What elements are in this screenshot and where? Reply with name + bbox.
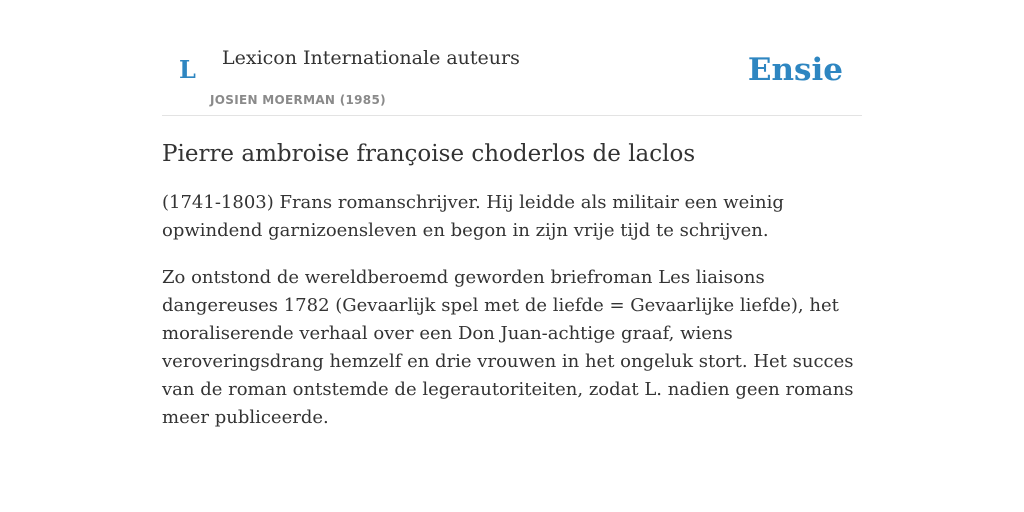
lexicon-title-link[interactable]: Lexicon Internationale auteurs <box>222 47 520 69</box>
article-paragraph-2: Zo ontstond de wereldberoemd geworden briefroman Les liaisons dangereuses 1782 (Gevaarlijk spel met de liefde = Gevaarlijke liefde), het moraliserende verhaal over een Don Juan-achtige graaf, wiens veroveringsdrang hemzelf en drie vrouwen in het ongeluk stort. Het succes van de roman ontstemde de legerautoriteiten, zodat L. nadien geen romans meer publiceerde. <box>162 267 854 428</box>
ensie-logo-link[interactable]: Ensie <box>747 52 843 88</box>
author-credit: JOSIEN MOERMAN (1985) <box>210 93 386 107</box>
article-paragraph-1: (1741-1803) Frans romanschrijver. Hij leidde als militair een weinig opwindend garnizoensleven en begon in zijn vrije tijd te schrijven. <box>162 192 784 241</box>
lexicon-logo-letter: L <box>179 55 196 84</box>
article-content <box>162 138 862 451</box>
lexicon-header <box>162 40 862 116</box>
article-title: Pierre ambroise françoise choderlos de laclos <box>162 141 696 167</box>
